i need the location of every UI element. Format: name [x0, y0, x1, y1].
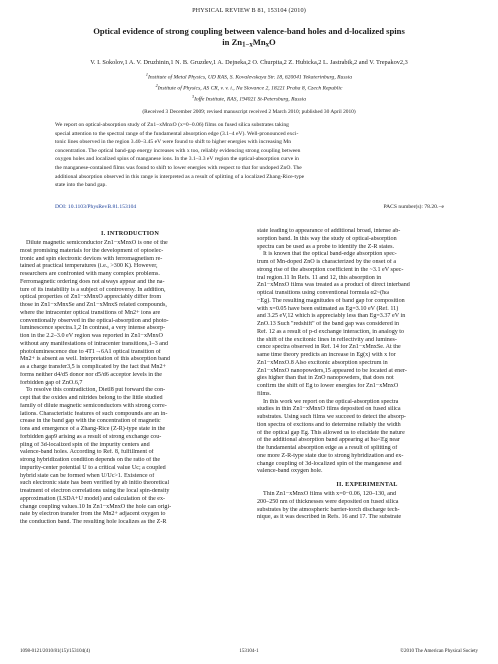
text-line: impurity-center potential U to a critical value Uc; a coupled	[20, 464, 166, 471]
text-line: Zn1−xMnxO films was treated as a product of direct interband	[257, 282, 410, 289]
text-line: Ferromagnetic ordering does not always appear and the na-	[20, 278, 165, 285]
abstract	[55, 121, 444, 190]
title-text: in Zn	[222, 36, 243, 47]
doi-link[interactable]: DOI: 10.1103/PhysRevB.81.153104	[55, 204, 137, 210]
text-line: gies higher than that in ZnO nanopowders, that does not	[257, 375, 394, 382]
text-line: change coupling of 3d-localized spin of the manganese and	[257, 460, 402, 467]
text-line: ZnO.13 Such "redshift" of the band gap was considered in	[257, 321, 400, 327]
text-line: We report on optical-absorption study of Zn1−xMnxO (x=0−0.06) films on fused silica substrates taking	[55, 122, 289, 128]
text-line: substrates. Using such films we succeed to detect the absorp-	[257, 414, 406, 420]
text-line: 200–250 nm of thicknesses were deposited on fused silica	[257, 498, 399, 505]
footer-copyright: ©2010 The American Physical Society	[400, 649, 478, 654]
text-line: nate by electron transfer from the Mn2+ adjacent oxygen to	[20, 511, 166, 518]
text-line: forbidden gap9 arising as a result of strong exchange cou-	[20, 433, 162, 440]
text-line: the shift of the excitonic lines in reflectivity and lumines-	[257, 336, 397, 343]
text-line: most promising materials for the development of optoelec-	[20, 247, 164, 254]
text-line: change coupling values.10 In Zn1−xMnxO the hole can origi-	[20, 503, 172, 510]
text-line: ions and emergence of a Zhang-Rice (Z-R)-type state in the	[20, 426, 166, 432]
text-line: researchers are confronted with many complex problems.	[20, 271, 160, 277]
footer-page-number: 153104-1	[239, 649, 259, 654]
title-subscript: 1−x	[242, 41, 253, 48]
title-subscript: x	[265, 41, 270, 48]
text-line: In this work we report on the optical-absorption spectra	[263, 398, 399, 405]
text-line: same time theory predicts an increase in Eg(x) with x for	[257, 352, 396, 358]
text-line: such electronic state has been verified by ab initio theoretical	[20, 480, 170, 487]
text-line: sorption band. In this way the study of optical-absorption	[257, 235, 397, 242]
text-line: valence-band oxygen hole.	[257, 468, 323, 475]
text-line: confirm the shift of Eg to lower energies for Zn1−xMnxO	[257, 383, 399, 389]
text-line: studies in thin Zn1−xMnxO films deposited on fused silica	[257, 406, 401, 413]
text-line: tion in the 2.2–3.0 eV region was reported in Zn1−xMnxO	[20, 333, 163, 339]
affiliation-number: 2	[155, 82, 158, 88]
title-line-1: Optical evidence of strong coupling between valence-band holes and d-localized spins	[93, 26, 405, 36]
affiliation-number: 1	[145, 72, 149, 77]
text-line: tral region.11 In Refs. 11 and 12, this absorption in	[257, 274, 382, 281]
text-line: concentration. The optical band-gap energy increases with x too, reliably evidencing strong coupling between	[55, 147, 301, 154]
text-line: family of dilute magnetic semiconductors with strong corre-	[20, 402, 167, 409]
text-line: conventionally observed in the optical-absorption and photo-	[20, 317, 169, 324]
received-dates: (Received 3 December 2009; revised manuscript received 2 March 2010; published 30 April 2010)	[142, 109, 356, 115]
text-line: Dilute magnetic semiconductor Zn1−xMnxO is one of the	[26, 240, 168, 246]
text-line: approximation (LSDA+U model) and calculation of the ex-	[20, 495, 166, 502]
text-line: the manganese-contained films was found to shift to lower energies with respect to that for undoped ZnO. The	[55, 164, 302, 171]
affiliation-number: 3	[191, 93, 195, 99]
article-meta	[55, 204, 444, 213]
text-line: Ref. 12 as a result of p-d exchange interaction, in analogy to	[257, 328, 405, 335]
affiliations	[10, 71, 488, 104]
text-line: photoluminescence due to 4T1→6A1 optical transition of	[20, 348, 161, 355]
text-line: hybrid state can be formed when U/Uc>1. Existence of	[20, 472, 155, 479]
article-title	[30, 26, 468, 51]
text-line: To resolve this contradiction, Dietl8 put forward the con-	[26, 387, 166, 394]
author-list: V. I. Sokolov,1 A. V. Druzhinin,1 N. B. Gruzdev,1 A. Dejneka,2 O. Churpita,2 Z. Hubicka,2 L. Jastrabik,2 and V. Trepakov2,3	[90, 59, 408, 66]
text-line: cence spectra observed in Ref. 14 for Zn1−xMnxSe. At the	[257, 344, 401, 351]
text-line: Zn1−xMnxO.8 Also excitonic absorption spectrum in	[257, 359, 388, 366]
text-line: It is known that the optical band-edge absorption spec-	[263, 251, 397, 258]
text-line: oxygen holes and localized spins of manganese ions. In the 3.1–3.3 eV region the optical-absorption curve in	[55, 156, 299, 163]
text-line: substrates by the atmospheric barrier-torch discharge tech-	[257, 506, 400, 513]
text-line: Thin Zn1−xMnxO films with x=0−0.06, 120–130, and	[263, 491, 397, 497]
text-line: treatment of electron correlations using the local spin-density	[20, 488, 170, 494]
text-line: additional absorption observed in this range is interpreted as a result of splitting of a localized Zhang-Rice-type	[55, 173, 305, 180]
text-line: of the optical gap Eg. This allowed us to elucidate the nature	[257, 429, 405, 436]
text-line: one more Z-R-type state due to strong hybridization and ex-	[257, 452, 404, 459]
text-line: lations. Characteristic features of such compounds are an in-	[20, 410, 168, 417]
text-line: state into the band gap.	[55, 182, 107, 189]
title-text: Mn	[252, 36, 266, 47]
text-line: films.	[257, 390, 272, 397]
text-line: crease in the band gap with the concentration of magnetic	[20, 418, 161, 425]
text-line: strong hybridization condition depends on the ratio of the	[20, 457, 161, 463]
affiliation-text: Institute of Metal Physics, UD RAS, S. Kovalevskaya Str. 18, 620041 Yekaterinburg, Russia	[148, 74, 353, 81]
text-line: spectra can be used as a probe to identify the Z-R states.	[257, 243, 395, 250]
text-line: forms neither d4/d5 donor nor d5/d6 acceptor levels in the	[20, 371, 162, 378]
section-heading-experimental: II. EXPERIMENTAL	[336, 481, 398, 488]
title-line-2	[30, 37, 468, 51]
text-line: where the intracenter optical transitions of Mn2+ ions are	[20, 309, 161, 316]
pacs-numbers: PACS number(s): 78.20.−e	[383, 204, 444, 210]
text-line: pling of 3d-localized spin of the impurity centers and	[20, 441, 150, 448]
text-line: −Eg). The resulting magnitudes of band gap for composition	[257, 297, 405, 304]
affiliation	[10, 82, 488, 93]
text-line: optical transitions using conventional formula α2~(ħω	[257, 290, 390, 296]
text-line: valence-band holes. According to Ref. 8, fulfillment of	[20, 449, 154, 456]
text-line: optical properties of Zn1−xMnxO appreciably differ from	[20, 294, 162, 301]
text-line: trum of Mn-doped ZnO is characterized by the onset of a	[257, 259, 397, 265]
text-line: tronic and spin electronic devices with ferromagnetism re-	[20, 255, 163, 262]
affiliation	[10, 93, 488, 104]
text-line: luminescence spectra.1,2 In contrast, a very intense absorp-	[20, 325, 166, 332]
text-line: Zn1−xMnxO nanopowders,15 appeared to be located at ener-	[257, 367, 407, 374]
text-line: forbidden gap of ZnO.6,7	[20, 379, 83, 386]
text-line: cept that the oxides and nitrides belong to the little studied	[20, 395, 163, 401]
section-heading-introduction: I. INTRODUCTION	[100, 230, 159, 237]
title-text: O	[269, 36, 276, 47]
text-line: and 3.25 eV,12 which is appreciably less than Eg=3.37 eV in	[257, 313, 406, 320]
text-line: the fundamental absorption edge as a result of splitting of	[257, 445, 398, 451]
text-line: strong rise of the absorption coefficient in the ~3.1 eV spec-	[257, 266, 404, 273]
text-line: special attention to the spectral range of the fundamental absorption edge (3.1–4 eV). Well-pronounced exci-	[55, 130, 299, 137]
text-line: without any manifestations of intracenter transitions,1–3 and	[20, 340, 169, 347]
text-line: the conduction band. The resulting hole localizes as the Z-R	[20, 519, 167, 525]
text-line: tion spectra of excitons and to determine reliably the width	[257, 421, 401, 428]
affiliation-text: Institute of Physics, AS CR, v. v. i., Na Slovance 2, 18221 Praha 8, Czech Republic	[157, 85, 343, 92]
text-line: tonic lines observed in the region 3.40–3.45 eV were found to shift to higher energies with increasing Mn	[55, 139, 292, 146]
page-footer	[20, 649, 478, 657]
right-column	[257, 228, 477, 522]
text-line: ture of its instability is a subject of controversy. In addition,	[20, 286, 166, 293]
left-column	[20, 228, 240, 527]
text-line: those in Zn1−xMnxSe and Zn1−xMnxS related compounds,	[20, 302, 167, 308]
text-line: as a charge transfer3,5 is complicated by the fact that Mn2+	[20, 364, 166, 370]
footer-issn: 1098-0121/2010/81(15)/153104(4)	[20, 649, 90, 654]
text-line: with x=0.05 have been estimated as Eg=3.10 eV (Ref. 11)	[257, 305, 399, 312]
text-line: tained at practical temperatures (i.e., >300 K). However,	[20, 263, 158, 270]
text-line: of the additional absorption band appearing at ħω<Eg near	[257, 437, 400, 444]
affiliation-text: Ioffe Institute, RAS, 194021 St-Petersburg, Russia	[194, 96, 307, 103]
affiliation	[10, 71, 488, 82]
text-line: Mn2+ is absent as well. Interpretation of this absorption band	[20, 356, 170, 363]
text-line: nique, as it was described in Refs. 16 and 17. The substrate	[257, 514, 402, 521]
journal-header: PHYSICAL REVIEW B 81, 153104 (2010)	[192, 7, 306, 14]
text-line: state leading to appearance of additional broad, intense ab-	[257, 228, 401, 234]
